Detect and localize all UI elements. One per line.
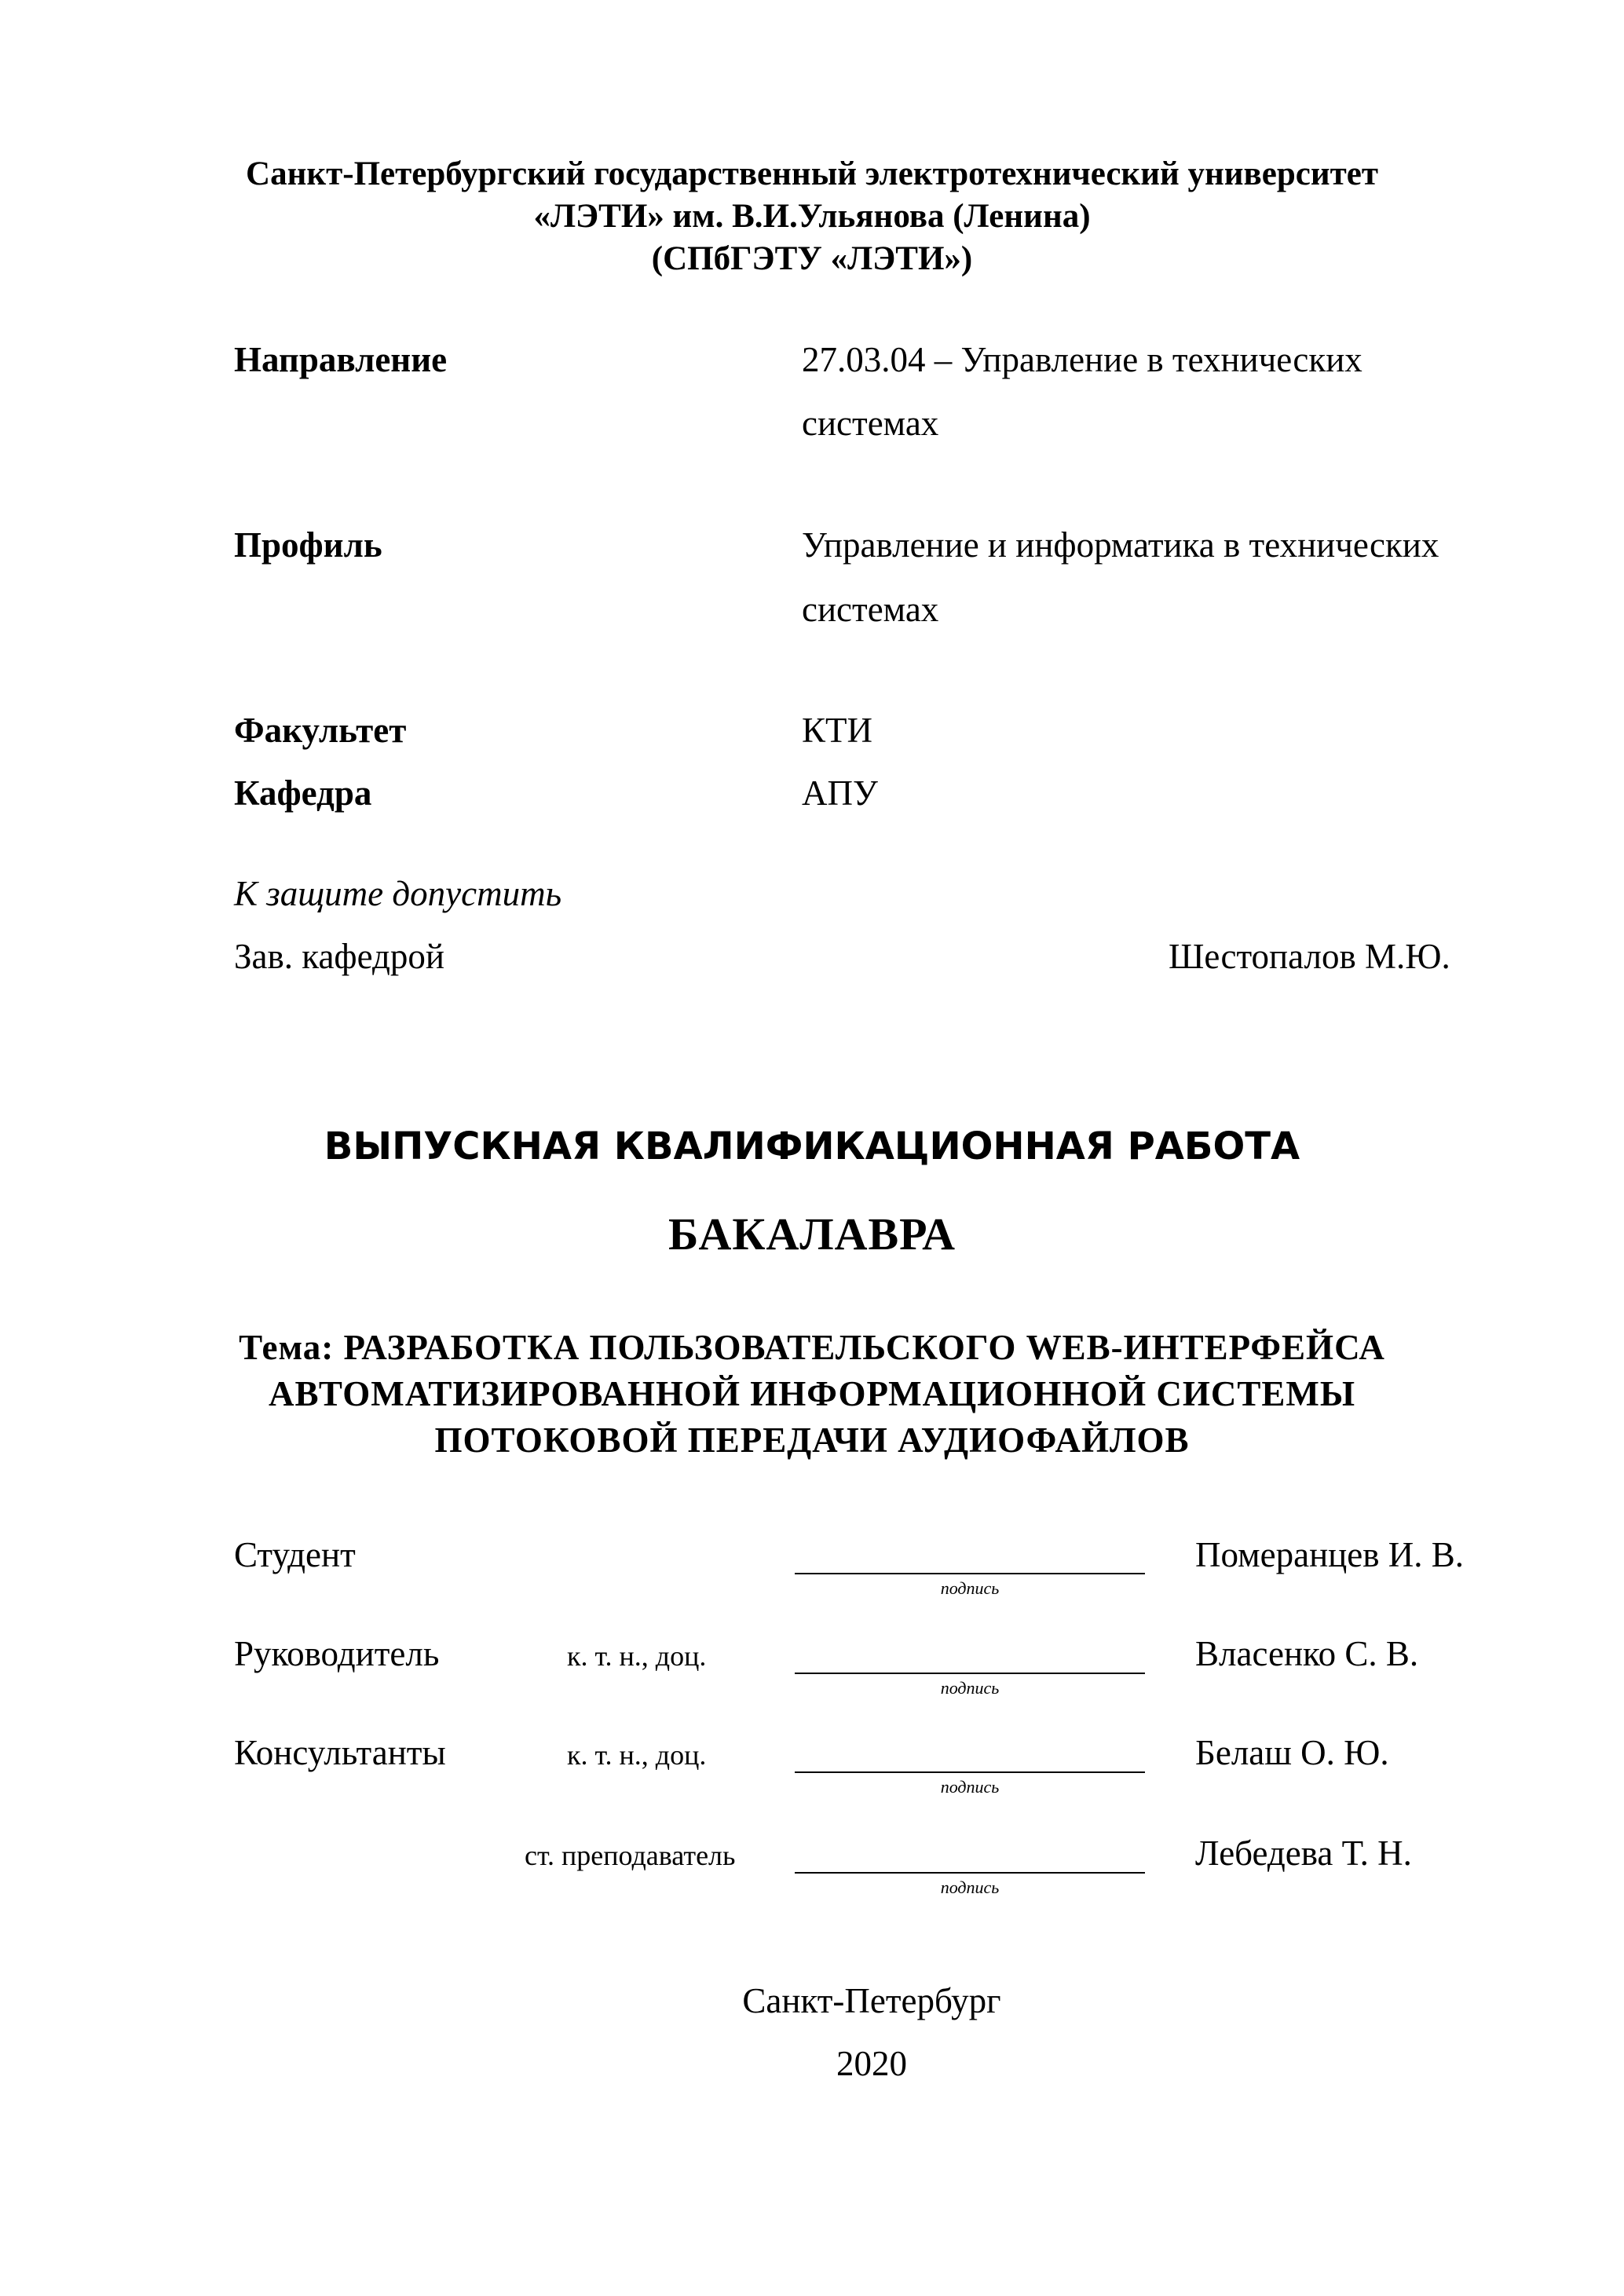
- consultant1-name: Белаш О. Ю.: [1195, 1733, 1389, 1772]
- direction-label: Направление: [234, 340, 448, 379]
- profile-value-line2: системах: [802, 590, 939, 629]
- head-of-department-label: Зав. кафедрой: [234, 937, 444, 976]
- topic-line1: Тема: РАЗРАБОТКА ПОЛЬЗОВАТЕЛЬСКОГО WEB-ИНТЕРФЕЙСА: [239, 1328, 1385, 1367]
- faculty-value: КТИ: [802, 711, 872, 750]
- topic-line2: АВТОМАТИЗИРОВАННОЙ ИНФОРМАЦИОННОЙ СИСТЕМЫ: [268, 1374, 1356, 1413]
- profile-value-line1: Управление и информатика в технических: [802, 525, 1439, 565]
- university-abbreviation: (СПбГЭТУ «ЛЭТИ»): [651, 240, 973, 277]
- supervisor-role: Руководитель: [234, 1634, 440, 1673]
- student-name: Померанцев И. В.: [1195, 1535, 1464, 1574]
- supervisor-signature-line: [795, 1673, 1145, 1674]
- faculty-label: Факультет: [234, 711, 407, 750]
- year: 2020: [836, 2044, 907, 2083]
- topic-line3: ПОТОКОВОЙ ПЕРЕДАЧИ АУДИОФАЙЛОВ: [434, 1420, 1190, 1460]
- consultant1-signature-caption: подпись: [940, 1777, 1000, 1797]
- consultants-role: Консультанты: [234, 1733, 446, 1772]
- student-role: Студент: [234, 1535, 356, 1574]
- consultant2-name: Лебедева Т. Н.: [1195, 1834, 1412, 1873]
- head-of-department-name: Шестопалов М.Ю.: [1169, 937, 1450, 976]
- consultant2-rank: ст. преподаватель: [525, 1840, 736, 1871]
- student-signature-caption: подпись: [940, 1578, 1000, 1598]
- profile-label: Профиль: [234, 525, 382, 565]
- university-short-name: «ЛЭТИ» им. В.И.Ульянова (Ленина): [533, 198, 1091, 235]
- direction-value-line1: 27.03.04 – Управление в технических: [802, 340, 1362, 379]
- supervisor-name: Власенко С. В.: [1195, 1634, 1419, 1673]
- student-signature-line: [795, 1573, 1145, 1574]
- university-name: Санкт-Петербургский государственный электротехнический университет: [246, 155, 1378, 192]
- department-label: Кафедра: [234, 773, 372, 813]
- city: Санкт-Петербург: [742, 1981, 1001, 2020]
- admission-note: К защите допустить: [234, 874, 562, 913]
- consultant1-signature-line: [795, 1771, 1145, 1773]
- consultant1-rank: к. т. н., доц.: [567, 1739, 707, 1771]
- department-value: АПУ: [802, 773, 878, 813]
- degree-title: БАКАЛАВРА: [668, 1208, 956, 1260]
- supervisor-signature-caption: подпись: [940, 1678, 1000, 1698]
- consultant2-signature-caption: подпись: [940, 1877, 1000, 1897]
- document-title: ВЫПУСКНАЯ КВАЛИФИКАЦИОННАЯ РАБОТА: [324, 1124, 1300, 1168]
- direction-value-line2: системах: [802, 404, 939, 443]
- consultant2-signature-line: [795, 1872, 1145, 1874]
- supervisor-rank: к. т. н., доц.: [567, 1640, 707, 1672]
